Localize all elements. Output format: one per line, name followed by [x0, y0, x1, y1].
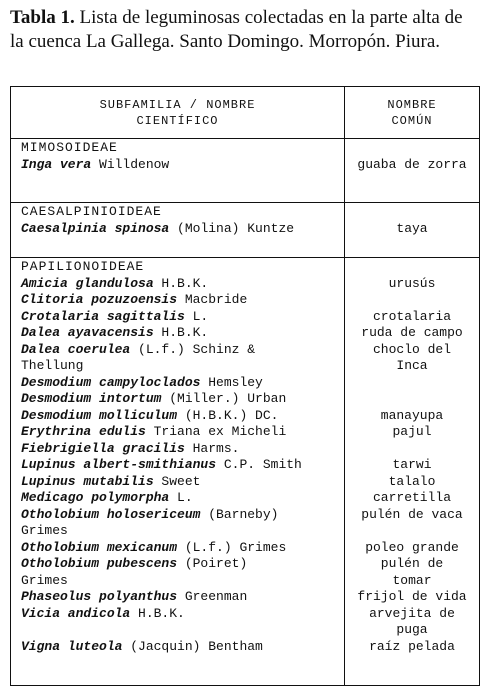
author-citation: Hemsley [200, 374, 263, 390]
author-citation: Willdenow [91, 156, 170, 172]
header-scientific-name [11, 97, 344, 129]
author-continuation: Thellung [21, 358, 84, 373]
caption-text: Lista de leguminosas colectadas en la parte alta de la cuenca La Gallega. Santo Domingo. Morropón. Piura. [10, 7, 463, 52]
scientific-name-row [21, 221, 341, 238]
author-citation: (Molina) Kuntze [169, 220, 295, 236]
section-divider-2 [11, 257, 479, 258]
scientific-name-row [21, 309, 341, 326]
scientific-name-row [21, 408, 341, 425]
common-name: raíz pelada [369, 638, 455, 654]
genus-species: Vicia andicola [21, 605, 131, 621]
author-citation: H.B.K. [130, 605, 185, 621]
author-citation: Greenman [177, 589, 248, 604]
header-right-line-1: NOMBRE [387, 98, 437, 112]
scientific-name-row [21, 391, 341, 408]
scientific-name-row [21, 606, 341, 623]
scientific-name-row [21, 342, 341, 359]
common-name: crotalaria [372, 308, 451, 324]
genus-species: Crotalaria sagittalis [21, 308, 185, 324]
genus-species: Medicago polymorpha [21, 490, 170, 505]
common-name: talalo [388, 473, 436, 489]
scientific-name-row [21, 424, 341, 441]
common-name-continuation: Inca [396, 358, 428, 373]
scientific-name-row [21, 276, 341, 293]
header-common-name [345, 97, 479, 129]
scientific-name-row [21, 556, 341, 573]
genus-species: Lupinus mutabilis [21, 473, 154, 489]
author-continuation: Grimes [21, 572, 68, 588]
genus-species: Otholobium pubescens [21, 556, 178, 571]
subfamily-heading: MIMOSOIDEAE [21, 140, 118, 155]
author-citation: H.B.K. [153, 325, 209, 340]
common-name: tarwi [392, 457, 432, 472]
genus-species: Otholobium holosericeum [21, 506, 201, 522]
author-citation: (Poiret) [177, 556, 248, 571]
author-citation: C.P. Smith [216, 457, 302, 472]
author-citation: (H.B.K.) DC. [177, 407, 279, 423]
genus-species: Caesalpinia spinosa [21, 220, 170, 236]
scientific-name-row [21, 507, 341, 524]
genus-species: Otholobium mexicanum [21, 539, 178, 555]
author-citation: H.B.K. [153, 275, 209, 291]
author-citation: (Miller.) Urban [161, 391, 287, 406]
subfamily-heading: PAPILIONOIDEAE [21, 259, 145, 274]
author-citation: Sweet [153, 473, 201, 489]
common-name-continuation: tomar [392, 572, 432, 588]
header-right-line-2: COMÚN [391, 114, 433, 128]
scientific-name-row [21, 325, 341, 342]
genus-species: Desmodium campyloclados [21, 374, 201, 390]
scientific-name-row [21, 375, 341, 392]
scientific-name-row [21, 474, 341, 491]
common-name: pajul [392, 424, 432, 439]
common-name: choclo del [372, 341, 451, 357]
scientific-name-row [21, 639, 341, 656]
common-name: pulén de [380, 556, 444, 571]
genus-species: Erythrina edulis [21, 424, 146, 439]
header-left-line-2: CIENTÍFICO [136, 114, 219, 128]
subfamily-heading: CAESALPINIOIDEAE [21, 204, 162, 219]
author-continuation: Grimes [21, 523, 68, 538]
author-citation: Harms. [184, 440, 240, 456]
genus-species: Dalea ayavacensis [21, 325, 154, 340]
author-citation: Triana ex Micheli [145, 424, 287, 439]
common-name: manayupa [380, 407, 444, 423]
header-left-line-1: SUBFAMILIA / NOMBRE [99, 98, 256, 112]
common-name: poleo grande [365, 539, 459, 555]
scientific-name-row [21, 157, 341, 174]
genus-species: Clitoria pozuzoensis [21, 292, 178, 307]
author-citation: Macbride [177, 292, 248, 307]
common-name: ruda de campo [361, 325, 463, 340]
genus-species: Desmodium intortum [21, 391, 162, 406]
common-name: arvejita de [369, 605, 455, 621]
legume-table [10, 86, 480, 686]
scientific-name-row [21, 441, 341, 458]
genus-species: Fiebrigiella gracilis [21, 440, 185, 456]
header-divider [11, 138, 479, 139]
author-citation: (Barneby) [200, 506, 279, 522]
common-name: pulén de vaca [361, 506, 463, 522]
author-citation: L. [184, 308, 209, 324]
scientific-name-row [21, 292, 341, 309]
genus-species: Dalea coerulea [21, 341, 131, 357]
genus-species: Inga vera [21, 156, 92, 172]
common-name: urusús [388, 275, 436, 291]
common-name: taya [396, 220, 428, 236]
author-citation: (Jacquin) Bentham [122, 638, 263, 654]
common-name: frijol de vida [357, 589, 467, 604]
genus-species: Vigna luteola [21, 638, 123, 654]
common-name: guaba de zorra [357, 156, 467, 172]
common-name-continuation: puga [396, 622, 428, 637]
scientific-name-row [21, 540, 341, 557]
scientific-name-row [21, 589, 341, 606]
genus-species: Lupinus albert-smithianus [21, 457, 217, 472]
common-name: carretilla [372, 490, 451, 505]
genus-species: Phaseolus polyanthus [21, 589, 178, 604]
section-divider-1 [11, 202, 479, 203]
author-citation: (L.f.) Grimes [177, 539, 287, 555]
genus-species: Desmodium molliculum [21, 407, 178, 423]
genus-species: Amicia glandulosa [21, 275, 154, 291]
caption-label: Tabla 1. [10, 7, 75, 28]
table-caption [10, 6, 480, 54]
author-citation: L. [169, 490, 193, 505]
scientific-name-row [21, 457, 341, 474]
author-citation: (L.f.) Schinz & [130, 341, 256, 357]
scientific-name-row [21, 490, 341, 507]
